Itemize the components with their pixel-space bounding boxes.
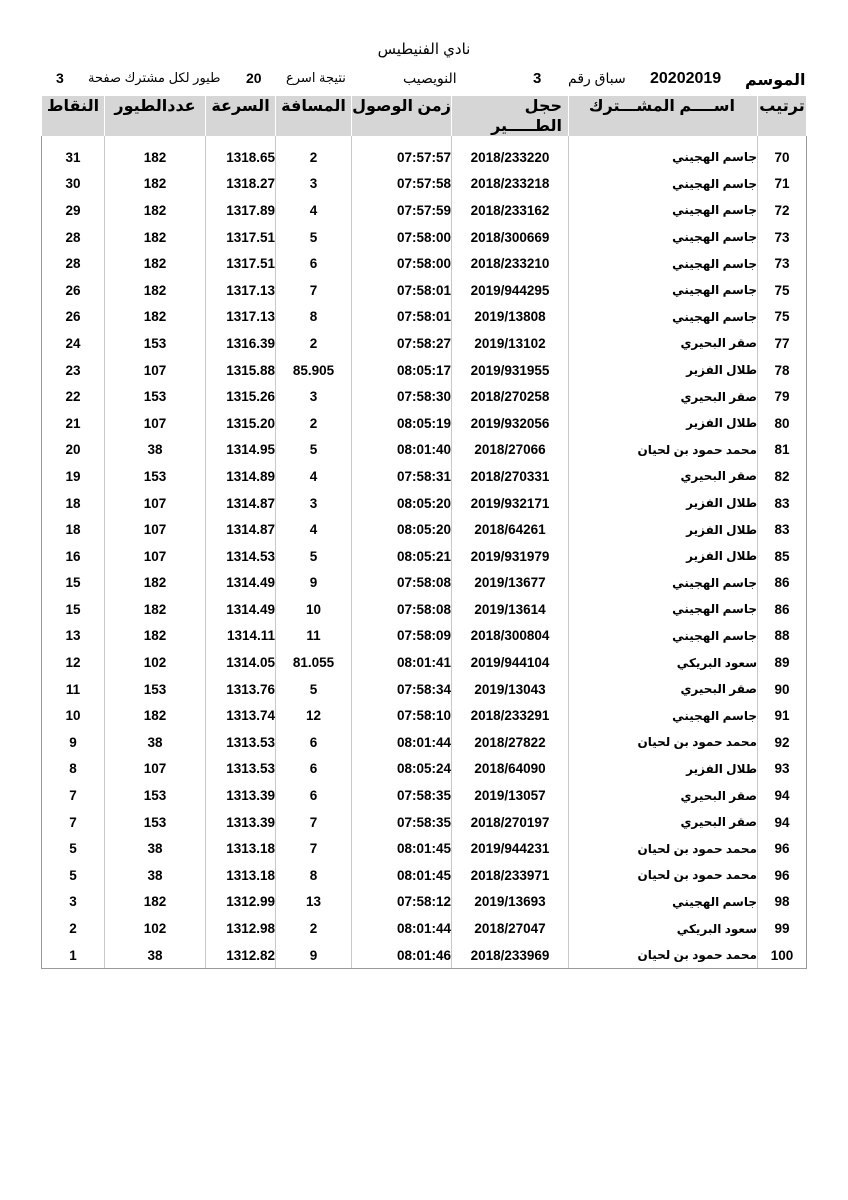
arrival-time-cell: 08:05:17 <box>352 357 452 384</box>
distance-cell: 9 <box>276 570 352 597</box>
arrival-time-cell: 08:05:20 <box>352 516 452 543</box>
arrival-time-cell: 07:58:08 <box>352 570 452 597</box>
points-cell: 28 <box>42 224 105 251</box>
arrival-time-cell: 08:01:44 <box>352 915 452 942</box>
ring-cell: 2018/233969 <box>452 942 569 969</box>
distance-cell: 2 <box>276 410 352 437</box>
table-row <box>42 330 807 357</box>
rank-cell: 92 <box>758 729 807 756</box>
table-row <box>42 676 807 703</box>
ring-cell: 2018/64261 <box>452 516 569 543</box>
speed-cell: 1314.49 <box>206 570 276 597</box>
birds-count-cell: 153 <box>105 782 206 809</box>
points-cell: 15 <box>42 596 105 623</box>
column-header-participant: اســــم المشـــترك <box>569 96 758 136</box>
ring-cell: 2019/13677 <box>452 570 569 597</box>
points-cell: 5 <box>42 835 105 862</box>
arrival-time-cell: 08:05:20 <box>352 490 452 517</box>
participant-name-cell: صقر البحيري <box>569 330 758 357</box>
table-row <box>42 383 807 410</box>
points-cell: 29 <box>42 197 105 224</box>
speed-cell: 1313.39 <box>206 782 276 809</box>
birds-count-cell: 153 <box>105 676 206 703</box>
speed-cell: 1314.53 <box>206 543 276 570</box>
distance-cell: 6 <box>276 250 352 277</box>
points-cell: 8 <box>42 756 105 783</box>
birds-count-cell: 182 <box>105 224 206 251</box>
ring-cell: 2018/27822 <box>452 729 569 756</box>
table-row <box>42 756 807 783</box>
birds-count-cell: 182 <box>105 277 206 304</box>
arrival-time-cell: 07:58:35 <box>352 782 452 809</box>
table-row <box>42 782 807 809</box>
points-cell: 28 <box>42 250 105 277</box>
ring-cell: 2019/13693 <box>452 889 569 916</box>
table-row <box>42 835 807 862</box>
table-row <box>42 357 807 384</box>
rank-cell: 73 <box>758 250 807 277</box>
points-cell: 20 <box>42 437 105 464</box>
speed-cell: 1313.74 <box>206 702 276 729</box>
points-cell: 26 <box>42 304 105 331</box>
table-row <box>42 144 807 171</box>
speed-cell: 1318.65 <box>206 144 276 171</box>
table-row <box>42 862 807 889</box>
birds-count-cell: 107 <box>105 516 206 543</box>
ring-cell: 2018/270258 <box>452 383 569 410</box>
speed-cell: 1313.18 <box>206 862 276 889</box>
ring-cell: 2018/27066 <box>452 437 569 464</box>
column-header-speed: السرعة <box>206 96 276 136</box>
ring-cell: 2018/270197 <box>452 809 569 836</box>
rank-cell: 96 <box>758 862 807 889</box>
birds-count-cell: 182 <box>105 702 206 729</box>
table-row <box>42 915 807 942</box>
arrival-time-cell: 07:57:58 <box>352 171 452 198</box>
rank-cell: 75 <box>758 277 807 304</box>
table-row <box>42 463 807 490</box>
participant-name-cell: جاسم الهجيني <box>569 171 758 198</box>
speed-cell: 1312.82 <box>206 942 276 969</box>
ring-cell: 2019/13614 <box>452 596 569 623</box>
birds-count-cell: 153 <box>105 463 206 490</box>
participant-name-cell: جاسم الهجيني <box>569 304 758 331</box>
points-cell: 13 <box>42 623 105 650</box>
arrival-time-cell: 07:58:12 <box>352 889 452 916</box>
birds-count-cell: 182 <box>105 889 206 916</box>
points-cell: 9 <box>42 729 105 756</box>
birds-per-participant-label: طيور لكل مشترك صفحة <box>88 70 221 85</box>
birds-count-cell: 38 <box>105 862 206 889</box>
ring-cell: 2018/233291 <box>452 702 569 729</box>
table-row <box>42 277 807 304</box>
birds-count-cell: 107 <box>105 410 206 437</box>
participant-name-cell: جاسم الهجيني <box>569 596 758 623</box>
arrival-time-cell: 08:05:24 <box>352 756 452 783</box>
rank-cell: 73 <box>758 224 807 251</box>
arrival-time-cell: 07:58:27 <box>352 330 452 357</box>
points-cell: 24 <box>42 330 105 357</box>
participant-name-cell: صقر البحيري <box>569 383 758 410</box>
race-location: النويصيب <box>403 70 457 86</box>
participant-name-cell: طلال الفزير <box>569 756 758 783</box>
participant-name-cell: جاسم الهجيني <box>569 623 758 650</box>
rank-cell: 79 <box>758 383 807 410</box>
birds-count-cell: 107 <box>105 490 206 517</box>
birds-count-cell: 153 <box>105 809 206 836</box>
ring-cell: 2018/233162 <box>452 197 569 224</box>
table-row <box>42 570 807 597</box>
club-title: نادي الفنيطيس <box>377 41 471 58</box>
distance-cell: 5 <box>276 224 352 251</box>
participant-name-cell: جاسم الهجيني <box>569 570 758 597</box>
table-row <box>42 224 807 251</box>
arrival-time-cell: 07:58:00 <box>352 224 452 251</box>
birds-count-cell: 38 <box>105 835 206 862</box>
table-header-row <box>42 96 807 136</box>
participant-name-cell: صقر البحيري <box>569 676 758 703</box>
rank-cell: 90 <box>758 676 807 703</box>
distance-cell: 2 <box>276 144 352 171</box>
birds-count-cell: 38 <box>105 729 206 756</box>
rank-cell: 98 <box>758 889 807 916</box>
speed-cell: 1314.87 <box>206 516 276 543</box>
table-row <box>42 171 807 198</box>
rank-cell: 85 <box>758 543 807 570</box>
distance-cell: 8 <box>276 862 352 889</box>
distance-cell: 3 <box>276 490 352 517</box>
race-number-label: سباق رقم <box>568 70 626 86</box>
participant-name-cell: جاسم الهجيني <box>569 144 758 171</box>
speed-cell: 1315.26 <box>206 383 276 410</box>
ring-cell: 2018/233971 <box>452 862 569 889</box>
points-cell: 31 <box>42 144 105 171</box>
rank-cell: 86 <box>758 596 807 623</box>
distance-cell: 2 <box>276 330 352 357</box>
distance-cell: 10 <box>276 596 352 623</box>
birds-count-cell: 38 <box>105 942 206 969</box>
table-row <box>42 543 807 570</box>
ring-cell: 2018/300669 <box>452 224 569 251</box>
table-row <box>42 889 807 916</box>
column-header-arrival-time: زمن الوصول <box>352 96 452 136</box>
speed-cell: 1313.39 <box>206 809 276 836</box>
birds-count-cell: 102 <box>105 915 206 942</box>
birds-count-cell: 107 <box>105 543 206 570</box>
ring-cell: 2018/233220 <box>452 144 569 171</box>
speed-cell: 1314.11 <box>206 623 276 650</box>
race-number-value: 3 <box>533 70 542 87</box>
arrival-time-cell: 07:58:01 <box>352 277 452 304</box>
arrival-time-cell: 07:58:09 <box>352 623 452 650</box>
points-cell: 16 <box>42 543 105 570</box>
rank-cell: 70 <box>758 144 807 171</box>
arrival-time-cell: 08:01:46 <box>352 942 452 969</box>
rank-cell: 94 <box>758 782 807 809</box>
distance-cell: 85.905 <box>276 357 352 384</box>
ring-cell: 2019/13043 <box>452 676 569 703</box>
participant-name-cell: طلال الفزير <box>569 410 758 437</box>
ring-cell: 2019/932056 <box>452 410 569 437</box>
participant-name-cell: سعود البريكي <box>569 649 758 676</box>
table-row <box>42 250 807 277</box>
arrival-time-cell: 08:01:45 <box>352 835 452 862</box>
distance-cell: 6 <box>276 782 352 809</box>
arrival-time-cell: 08:01:44 <box>352 729 452 756</box>
distance-cell: 9 <box>276 942 352 969</box>
birds-count-cell: 182 <box>105 197 206 224</box>
participant-name-cell: محمد حمود بن لحيان <box>569 437 758 464</box>
rank-cell: 99 <box>758 915 807 942</box>
rank-cell: 71 <box>758 171 807 198</box>
rank-cell: 83 <box>758 516 807 543</box>
speed-cell: 1314.89 <box>206 463 276 490</box>
participant-name-cell: جاسم الهجيني <box>569 702 758 729</box>
distance-cell: 2 <box>276 915 352 942</box>
table-row <box>42 809 807 836</box>
ring-cell: 2019/13808 <box>452 304 569 331</box>
speed-cell: 1313.76 <box>206 676 276 703</box>
distance-cell: 4 <box>276 463 352 490</box>
column-header-points: النقاط <box>42 96 105 136</box>
birds-count-cell: 182 <box>105 304 206 331</box>
arrival-time-cell: 07:58:31 <box>352 463 452 490</box>
points-cell: 19 <box>42 463 105 490</box>
table-row <box>42 490 807 517</box>
table-row <box>42 437 807 464</box>
speed-cell: 1314.05 <box>206 649 276 676</box>
arrival-time-cell: 07:58:30 <box>352 383 452 410</box>
speed-cell: 1314.87 <box>206 490 276 517</box>
distance-cell: 5 <box>276 543 352 570</box>
distance-cell: 13 <box>276 889 352 916</box>
distance-cell: 11 <box>276 623 352 650</box>
points-cell: 2 <box>42 915 105 942</box>
arrival-time-cell: 07:58:00 <box>352 250 452 277</box>
rank-cell: 96 <box>758 835 807 862</box>
speed-cell: 1317.13 <box>206 304 276 331</box>
distance-cell: 8 <box>276 304 352 331</box>
distance-cell: 12 <box>276 702 352 729</box>
rank-cell: 83 <box>758 490 807 517</box>
distance-cell: 81.055 <box>276 649 352 676</box>
rank-cell: 91 <box>758 702 807 729</box>
birds-count-cell: 182 <box>105 570 206 597</box>
points-cell: 3 <box>42 889 105 916</box>
rank-cell: 88 <box>758 623 807 650</box>
distance-cell: 7 <box>276 277 352 304</box>
rank-cell: 93 <box>758 756 807 783</box>
ring-cell: 2018/233210 <box>452 250 569 277</box>
rank-cell: 72 <box>758 197 807 224</box>
rank-cell: 94 <box>758 809 807 836</box>
season-value: 20202019 <box>650 70 722 87</box>
speed-cell: 1314.49 <box>206 596 276 623</box>
rank-cell: 75 <box>758 304 807 331</box>
points-cell: 11 <box>42 676 105 703</box>
arrival-time-cell: 08:05:19 <box>352 410 452 437</box>
points-cell: 21 <box>42 410 105 437</box>
rank-cell: 80 <box>758 410 807 437</box>
rank-cell: 81 <box>758 437 807 464</box>
speed-cell: 1318.27 <box>206 171 276 198</box>
speed-cell: 1313.53 <box>206 729 276 756</box>
participant-name-cell: محمد حمود بن لحيان <box>569 942 758 969</box>
speed-cell: 1314.95 <box>206 437 276 464</box>
participant-name-cell: محمد حمود بن لحيان <box>569 835 758 862</box>
fastest-result-label: نتيجة اسرع <box>286 70 346 85</box>
arrival-time-cell: 08:05:21 <box>352 543 452 570</box>
birds-count-cell: 153 <box>105 330 206 357</box>
table-row <box>42 410 807 437</box>
speed-cell: 1317.51 <box>206 250 276 277</box>
ring-cell: 2019/931955 <box>452 357 569 384</box>
table-row <box>42 623 807 650</box>
participant-name-cell: طلال الفزير <box>569 357 758 384</box>
rank-cell: 86 <box>758 570 807 597</box>
arrival-time-cell: 07:58:01 <box>352 304 452 331</box>
speed-cell: 1315.20 <box>206 410 276 437</box>
table-row <box>42 516 807 543</box>
table-row <box>42 304 807 331</box>
season-label: الموسم <box>745 72 806 89</box>
distance-cell: 6 <box>276 729 352 756</box>
rank-cell: 78 <box>758 357 807 384</box>
distance-cell: 4 <box>276 197 352 224</box>
birds-count-cell: 182 <box>105 250 206 277</box>
birds-count-cell: 182 <box>105 623 206 650</box>
ring-cell: 2019/13057 <box>452 782 569 809</box>
table-row <box>42 197 807 224</box>
participant-name-cell: جاسم الهجيني <box>569 197 758 224</box>
ring-cell: 2018/27047 <box>452 915 569 942</box>
birds-count-cell: 107 <box>105 756 206 783</box>
table-row <box>42 942 807 969</box>
arrival-time-cell: 08:01:45 <box>352 862 452 889</box>
ring-cell: 2019/944104 <box>452 649 569 676</box>
participant-name-cell: طلال الفزير <box>569 543 758 570</box>
distance-cell: 3 <box>276 383 352 410</box>
participant-name-cell: طلال الفزير <box>569 516 758 543</box>
ring-cell: 2019/932171 <box>452 490 569 517</box>
distance-cell: 7 <box>276 835 352 862</box>
fastest-result-value: 20 <box>246 70 262 86</box>
speed-cell: 1315.88 <box>206 357 276 384</box>
points-cell: 26 <box>42 277 105 304</box>
points-cell: 5 <box>42 862 105 889</box>
participant-name-cell: جاسم الهجيني <box>569 277 758 304</box>
column-header-birds-count: عددالطيور <box>105 96 206 136</box>
ring-cell: 2019/931979 <box>452 543 569 570</box>
points-cell: 30 <box>42 171 105 198</box>
birds-count-cell: 182 <box>105 171 206 198</box>
points-cell: 18 <box>42 490 105 517</box>
distance-cell: 6 <box>276 756 352 783</box>
distance-cell: 5 <box>276 676 352 703</box>
speed-cell: 1316.39 <box>206 330 276 357</box>
points-cell: 12 <box>42 649 105 676</box>
arrival-time-cell: 08:01:41 <box>352 649 452 676</box>
arrival-time-cell: 07:58:34 <box>352 676 452 703</box>
rank-cell: 82 <box>758 463 807 490</box>
participant-name-cell: طلال الفزير <box>569 490 758 517</box>
points-cell: 7 <box>42 782 105 809</box>
birds-count-cell: 182 <box>105 144 206 171</box>
ring-cell: 2018/300804 <box>452 623 569 650</box>
distance-cell: 7 <box>276 809 352 836</box>
arrival-time-cell: 07:57:59 <box>352 197 452 224</box>
column-header-rank: ترتيب <box>758 96 807 136</box>
ring-cell: 2018/270331 <box>452 463 569 490</box>
participant-name-cell: جاسم الهجيني <box>569 224 758 251</box>
column-header-distance: المسافة <box>276 96 352 136</box>
results-table <box>41 96 807 969</box>
table-row <box>42 649 807 676</box>
points-cell: 7 <box>42 809 105 836</box>
arrival-time-cell: 07:58:35 <box>352 809 452 836</box>
participant-name-cell: سعود البريكي <box>569 915 758 942</box>
table-row <box>42 729 807 756</box>
speed-cell: 1317.51 <box>206 224 276 251</box>
arrival-time-cell: 07:58:08 <box>352 596 452 623</box>
table-row <box>42 596 807 623</box>
speed-cell: 1312.98 <box>206 915 276 942</box>
arrival-time-cell: 07:58:10 <box>352 702 452 729</box>
points-cell: 1 <box>42 942 105 969</box>
page-number: 3 <box>56 70 64 86</box>
participant-name-cell: صقر البحيري <box>569 782 758 809</box>
speed-cell: 1312.99 <box>206 889 276 916</box>
column-header-ring: حجل الطـــــير <box>452 96 569 136</box>
speed-cell: 1317.89 <box>206 197 276 224</box>
participant-name-cell: صقر البحيري <box>569 809 758 836</box>
distance-cell: 5 <box>276 437 352 464</box>
points-cell: 18 <box>42 516 105 543</box>
ring-cell: 2019/944231 <box>452 835 569 862</box>
rank-cell: 100 <box>758 942 807 969</box>
ring-cell: 2019/13102 <box>452 330 569 357</box>
participant-name-cell: محمد حمود بن لحيان <box>569 729 758 756</box>
birds-count-cell: 38 <box>105 437 206 464</box>
participant-name-cell: محمد حمود بن لحيان <box>569 862 758 889</box>
arrival-time-cell: 08:01:40 <box>352 437 452 464</box>
participant-name-cell: جاسم الهجيني <box>569 250 758 277</box>
birds-count-cell: 182 <box>105 596 206 623</box>
birds-count-cell: 153 <box>105 383 206 410</box>
participant-name-cell: جاسم الهجيني <box>569 889 758 916</box>
points-cell: 10 <box>42 702 105 729</box>
arrival-time-cell: 07:57:57 <box>352 144 452 171</box>
speed-cell: 1313.53 <box>206 756 276 783</box>
participant-name-cell: صقر البحيري <box>569 463 758 490</box>
points-cell: 23 <box>42 357 105 384</box>
speed-cell: 1317.13 <box>206 277 276 304</box>
birds-count-cell: 102 <box>105 649 206 676</box>
speed-cell: 1313.18 <box>206 835 276 862</box>
rank-cell: 77 <box>758 330 807 357</box>
distance-cell: 3 <box>276 171 352 198</box>
ring-cell: 2018/64090 <box>452 756 569 783</box>
points-cell: 15 <box>42 570 105 597</box>
distance-cell: 4 <box>276 516 352 543</box>
birds-count-cell: 107 <box>105 357 206 384</box>
points-cell: 22 <box>42 383 105 410</box>
rank-cell: 89 <box>758 649 807 676</box>
table-row <box>42 702 807 729</box>
ring-cell: 2019/944295 <box>452 277 569 304</box>
ring-cell: 2018/233218 <box>452 171 569 198</box>
